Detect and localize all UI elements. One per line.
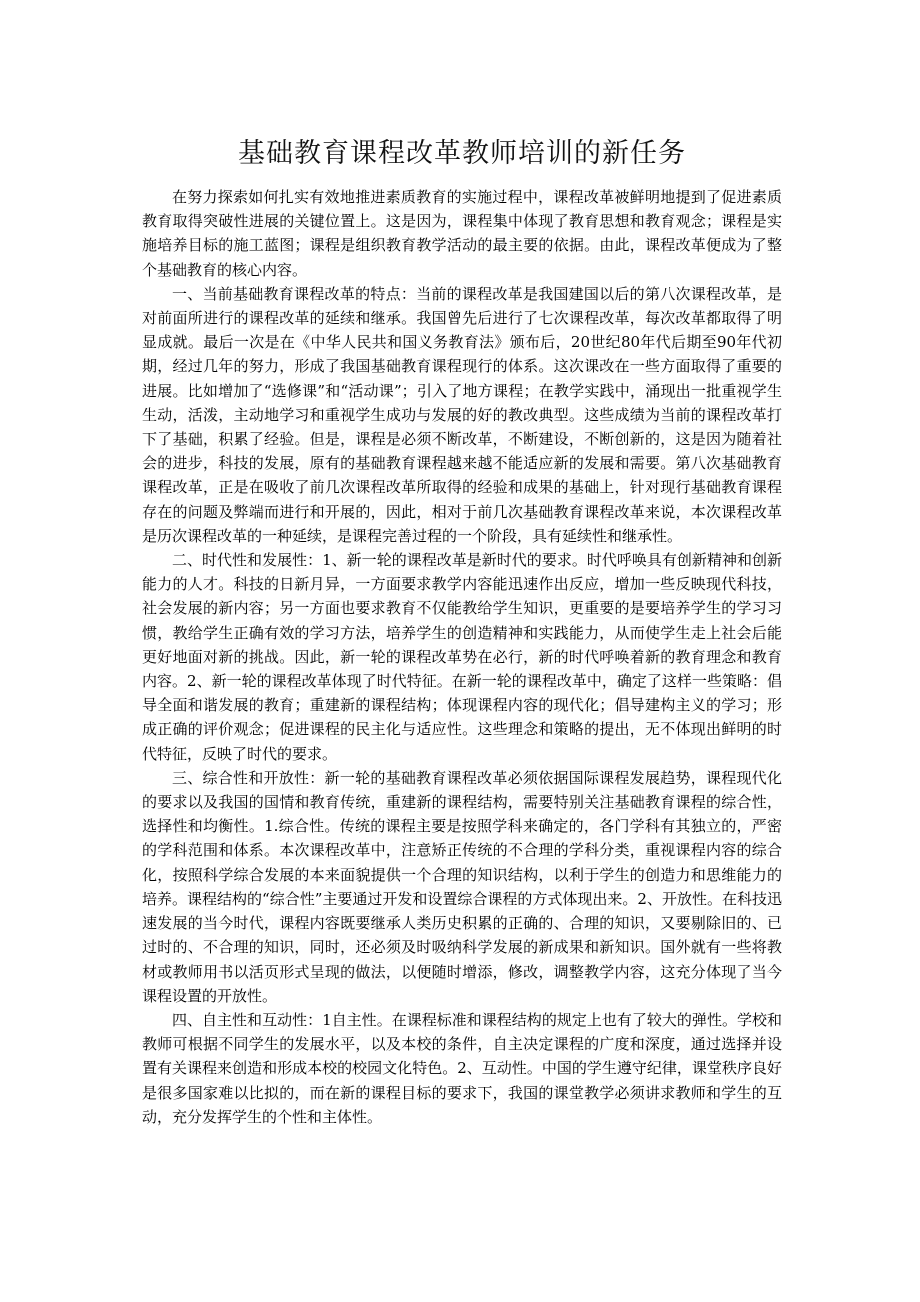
document-title: 基础教育课程改革教师培训的新任务 — [238, 138, 686, 169]
paragraph-section-2: 二、时代性和发展性：1、新一轮的课程改革是新时代的要求。时代呼唤具有创新精神和创新能力的人才。科技的日新月异，一方面要求教学内容能迅速作出反应，增加一些反映现代科技，社会发展的新内容；另一方面也要求教育不仅能教给学生知识，更重要的是要培养学生的学习习惯，教给学生正确有效的学习方法，培养学生的创造精神和实践能力，从而使学生走上社会后能更好地面对新的挑战。因此，新一轮的课程改革势在必行，新的时代呼唤着新的教育理念和教育内容。2、新一轮的课程改革体现了时代特征。在新一轮的课程改革中，确定了这样一些策略：倡导全面和谐发展的教育；重建新的课程结构；体现课程内容的现代化；倡导建构主义的学习；形成正确的评价观念；促进课程的民主化与适应性。这些理念和策略的提出，无不体现出鲜明的时代特征，反映了时代的要求。 — [142, 551, 782, 763]
paragraph-section-3: 三、综合性和开放性：新一轮的基础教育课程改革必须依据国际课程发展趋势，课程现代化的要求以及我国的国情和教育传统，重建新的课程结构，需要特别关注基础教育课程的综合性，选择性和均衡性。1.综合性。传统的课程主要是按照学科来确定的，各门学科有其独立的，严密的学科范围和体系。本次课程改革中，注意矫正传统的不合理的学科分类，重视课程内容的综合化，按照科学综合发展的本来面貌提供一个合理的知识结构，以利于学生的创造力和思维能力的培养。课程结构的“综合性”主要通过开发和设置综合课程的方式体现出来。2、开放性。在科技迅速发展的当今时代，课程内容既要继承人类历史积累的正确的、合理的知识，又要剔除旧的、已过时的、不合理的知识，同时，还必须及时吸纳科学发展的新成果和新知识。国外就有一些将教材或教师用书以活页形式呈现的做法，以便随时增添，修改，调整教学内容，这充分体现了当今课程设置的开放性。 — [142, 768, 782, 1005]
paragraph-section-1: 一、当前基础教育课程改革的特点：当前的课程改革是我国建国以后的第八次课程改革，是对前面所进行的课程改革的延续和继承。我国曾先后进行了七次课程改革，每次改革都取得了明显成就。最后一次是在《中华人民共和国义务教育法》颁布后，20世纪80年代后期至90年代初期，经过几年的努力，形成了我国基础教育课程现行的体系。这次课改在一些方面取得了重要的进展。比如增加了“选修课”和“活动课”；引入了地方课程；在教学实践中，涌现出一批重视学生生动，活泼，主动地学习和重视学生成功与发展的好的教改典型。这些成绩为当前的课程改革打下了基础，积累了经验。但是，课程是必须不断改革，不断建设，不断创新的，这是因为随着社会的进步，科技的发展，原有的基础教育课程越来越不能适应新的发展和需要。第八次基础教育课程改革，正是在吸收了前几次课程改革所取得的经验和成果的基础上，针对现行基础教育课程存在的问题及弊端而进行和开展的，因此，相对于前几次基础教育课程改革来说，本次课程改革是历次课程改革的一种延续，是课程完善过程的一个阶段，具有延续性和继承性。 — [142, 284, 782, 545]
document-page — [142, 135, 782, 1129]
paragraph-intro: 在努力探索如何扎实有效地推进素质教育的实施过程中，课程改革被鲜明地提到了促进素质教育取得突破性进展的关键位置上。这是因为，课程集中体现了教育思想和教育观念；课程是实施培养目标的施工蓝图；课程是组织教育教学活动的最主要的依据。由此，课程改革便成为了整个基础教育的核心内容。 — [142, 188, 782, 279]
paragraph-section-4: 四、自主性和互动性：1自主性。在课程标准和课程结构的规定上也有了较大的弹性。学校和教师可根据不同学生的发展水平，以及本校的条件，自主决定课程的广度和深度，通过选择并设置有关课程来创造和形成本校的校园文化特色。2、互动性。中国的学生遵守纪律，课堂秩序良好是很多国家难以比拟的，而在新的课程目标的要求下，我国的课堂教学必须讲求教师和学生的互动，充分发挥学生的个性和主体性。 — [142, 1010, 782, 1126]
